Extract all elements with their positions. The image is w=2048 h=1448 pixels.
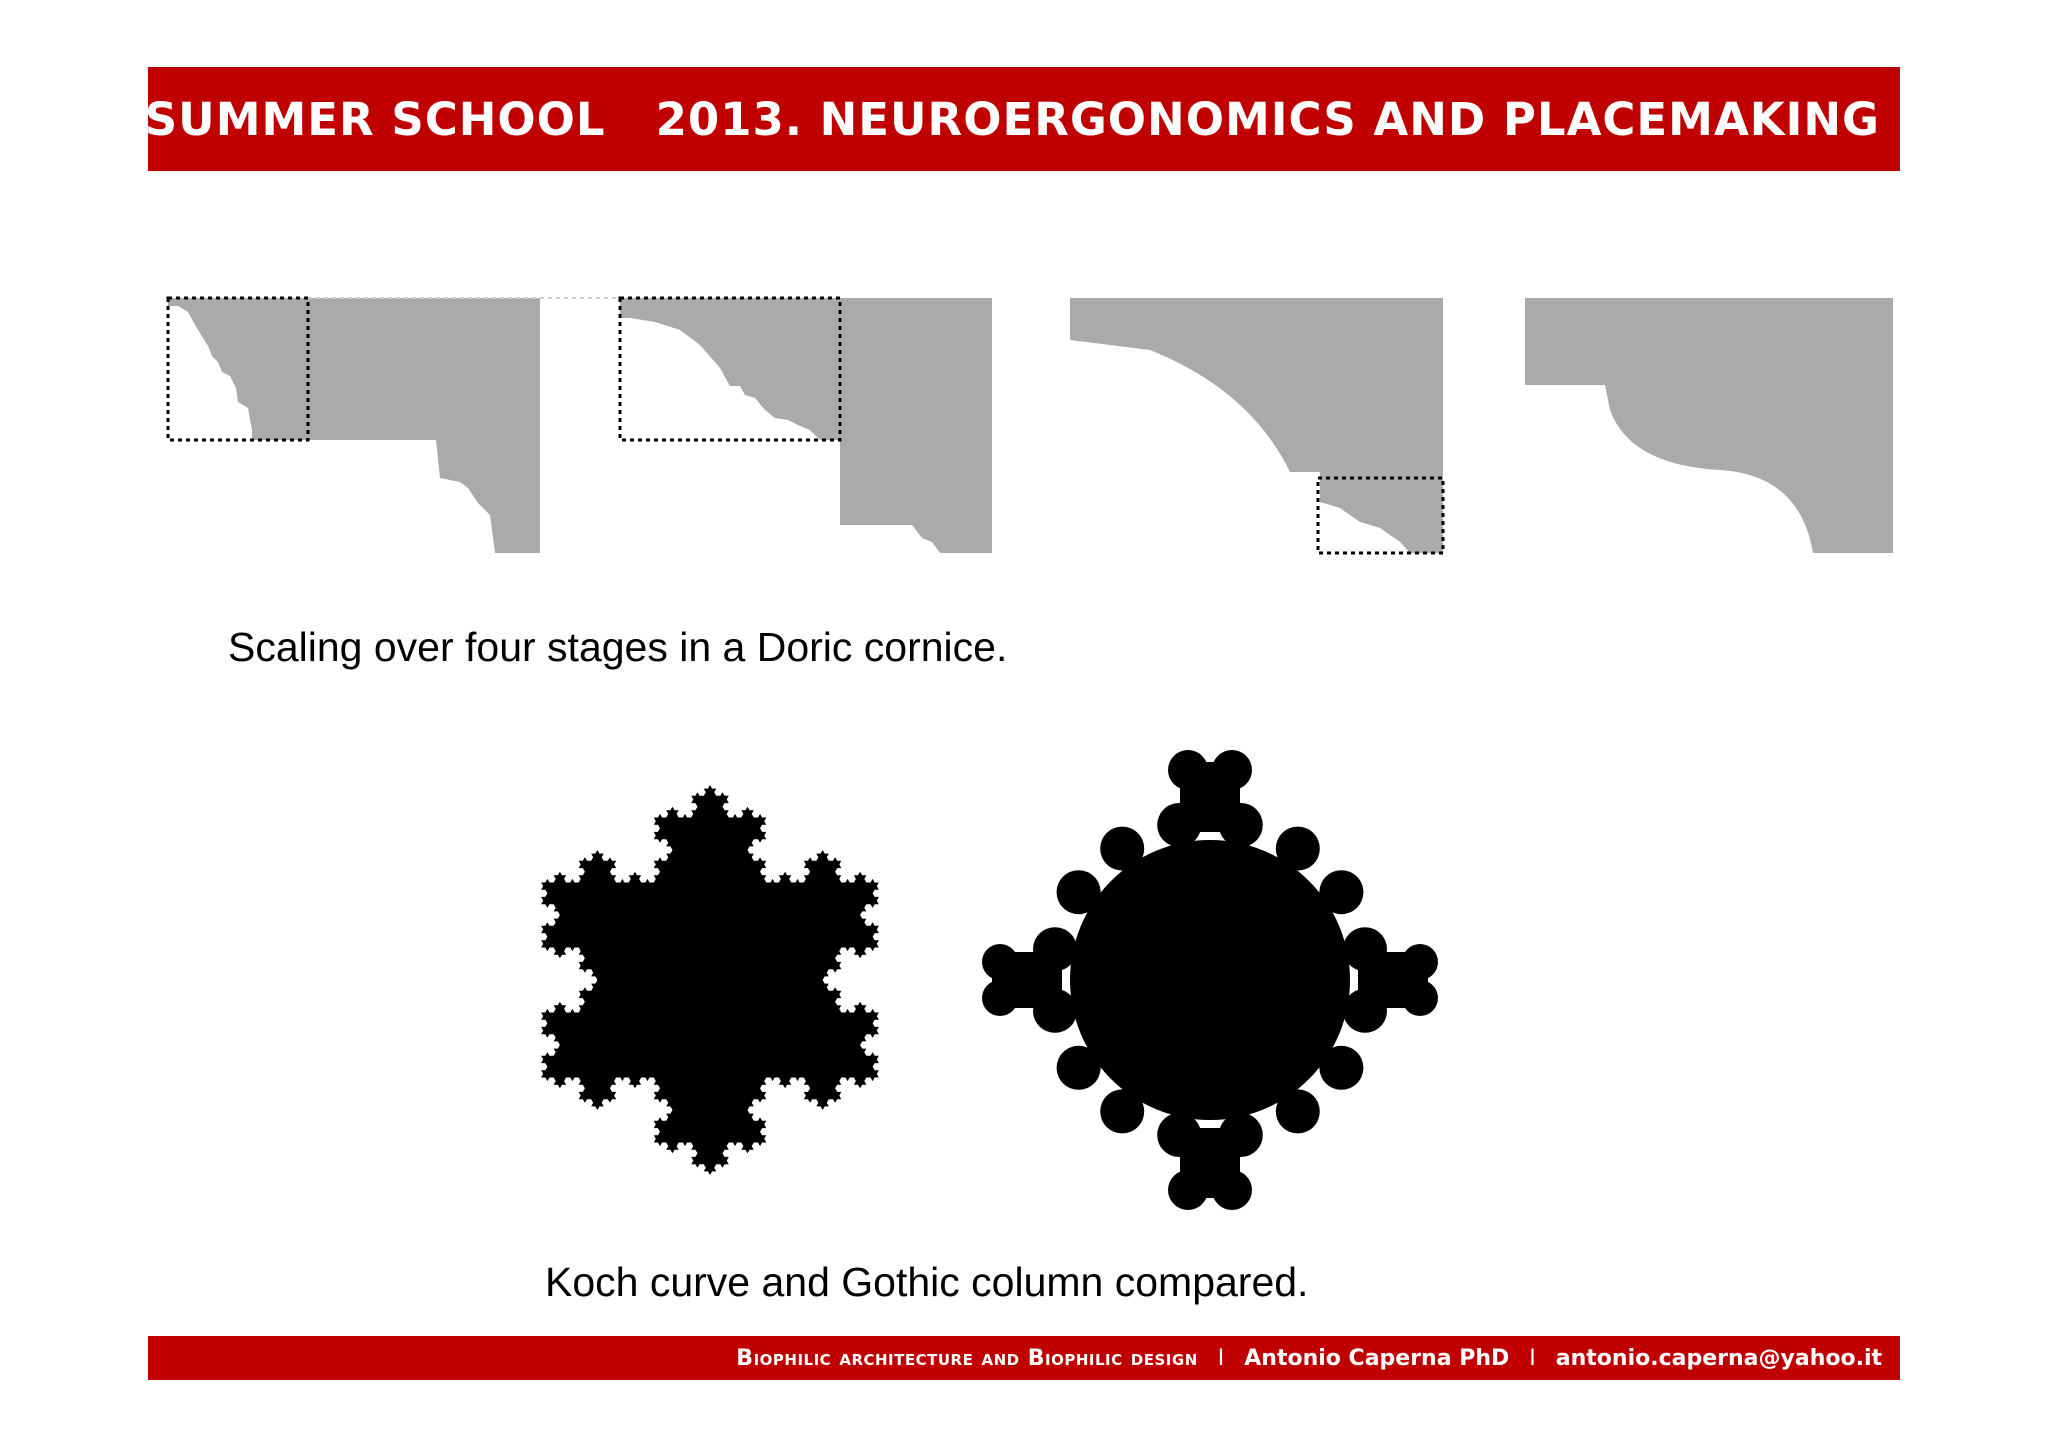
gothic-lobe [1219, 1113, 1263, 1157]
gothic-lobe [1033, 927, 1077, 971]
header-title: ISB SUMMER SCHOOL 2013. NEUROERGONOMICS AND PLACEMAKING [41, 92, 1880, 146]
gothic-lobe [1219, 803, 1263, 847]
gothic-lobe [1276, 827, 1320, 871]
footer-bar [148, 1336, 1900, 1380]
koch-gothic-figure [470, 740, 1450, 1220]
gothic-lobe [1157, 803, 1201, 847]
gothic-lobe [1343, 927, 1387, 971]
gothic-lobe [1057, 870, 1101, 914]
cornice-stage-4 [1525, 298, 1893, 553]
cornice-stage-1 [168, 298, 620, 553]
gothic-column-shape [982, 750, 1438, 1210]
footer-separator-1: I [1217, 1345, 1225, 1371]
gothic-lobe [1100, 827, 1144, 871]
cornice-stage-3 [1070, 298, 1443, 553]
gothic-lobe [1276, 1089, 1320, 1133]
gothic-lobe [1100, 1089, 1144, 1133]
gothic-lobe [1157, 1113, 1201, 1157]
cornice-stage-2 [620, 298, 992, 553]
gothic-lobe [1319, 1046, 1363, 1090]
cornice-stages-figure [160, 290, 1910, 560]
footer-separator-2: I [1529, 1345, 1536, 1371]
gothic-lobe [1319, 870, 1363, 914]
footer-author: Antonio Caperna PhD [1244, 1345, 1510, 1371]
footer-email: antonio.caperna@yahoo.it [1555, 1345, 1882, 1371]
gothic-lobe [1033, 989, 1077, 1033]
footer-topic: Biophilic architecture and Biophilic design [736, 1345, 1198, 1371]
gothic-lobe [1057, 1046, 1101, 1090]
header-bar [41, 67, 1900, 171]
koch-caption: Koch curve and Gothic column compared. [545, 1259, 1309, 1305]
koch-curve-shape [541, 785, 879, 1175]
cornice-caption: Scaling over four stages in a Doric cornice. [228, 624, 1008, 670]
gothic-lobe [1343, 989, 1387, 1033]
